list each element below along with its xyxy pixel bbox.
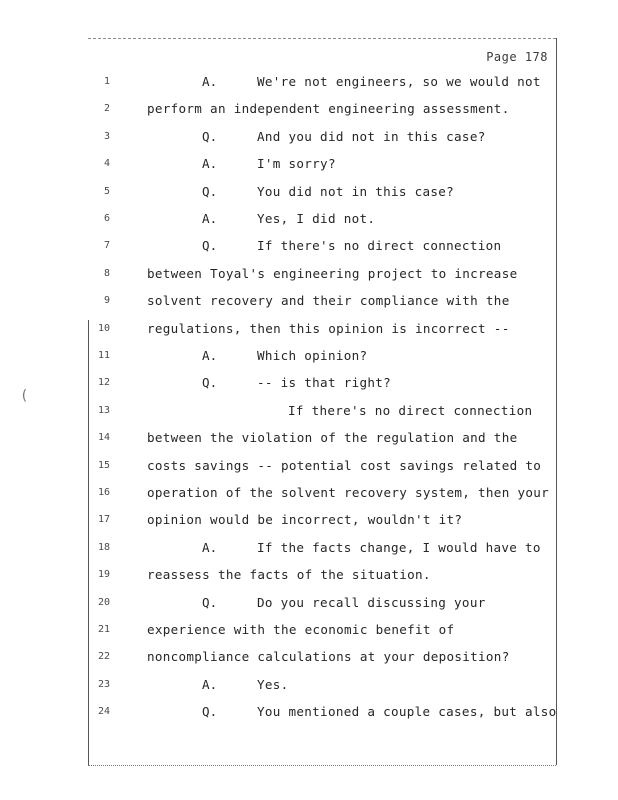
line-text: regulations, then this opinion is incorrect -- <box>147 320 510 336</box>
line-number: 13 <box>97 404 110 416</box>
transcript-line <box>0 401 618 421</box>
line-text: -- is that right? <box>257 375 391 391</box>
transcript-line <box>0 264 618 284</box>
line-number: 5 <box>103 185 110 197</box>
speaker-label: Q. <box>202 128 218 144</box>
line-number: 19 <box>97 569 110 581</box>
transcript-line <box>0 456 618 476</box>
speaker-label: A. <box>202 539 218 555</box>
transcript-line <box>0 99 618 119</box>
line-text: If there's no direct connection <box>288 402 533 418</box>
line-number: 2 <box>103 103 110 115</box>
line-text: reassess the facts of the situation. <box>147 567 431 583</box>
line-number: 23 <box>97 678 110 690</box>
line-number: 18 <box>97 541 110 553</box>
speaker-label: Q. <box>202 594 218 610</box>
line-number: 9 <box>103 295 110 307</box>
line-number: 11 <box>97 350 110 361</box>
line-text: We're not engineers, so we would not <box>257 74 541 89</box>
transcript-line <box>0 291 618 311</box>
transcript-line <box>0 182 618 202</box>
line-number: 20 <box>97 596 110 608</box>
line-number: 8 <box>103 267 110 279</box>
line-number: 15 <box>97 459 110 471</box>
transcript-line <box>0 593 618 613</box>
line-text: You did not in this case? <box>257 183 455 199</box>
speaker-label: Q. <box>202 375 218 391</box>
line-number: 3 <box>103 130 110 142</box>
transcript-line <box>0 346 618 366</box>
line-number: 24 <box>97 706 110 718</box>
transcript-line <box>0 538 618 558</box>
speaker-label: Q. <box>202 704 218 720</box>
line-text: between the violation of the regulation and the <box>147 430 518 446</box>
transcript-line <box>0 373 618 393</box>
line-text: If the facts change, I would have to <box>257 539 541 555</box>
line-text: I'm sorry? <box>257 156 336 172</box>
line-number: 17 <box>97 514 110 526</box>
transcript-line <box>0 209 618 229</box>
speaker-label: A. <box>202 676 218 692</box>
transcript-line <box>0 236 618 256</box>
line-text: You mentioned a couple cases, but also <box>257 704 557 720</box>
speaker-label: A. <box>202 348 218 363</box>
line-text: operation of the solvent recovery system, then your <box>147 485 549 500</box>
speaker-label: Q. <box>202 238 218 254</box>
line-number: 14 <box>97 432 110 444</box>
line-number: 6 <box>103 213 110 224</box>
line-text: Do you recall discussing your <box>257 594 486 610</box>
transcript-line <box>0 483 618 503</box>
line-number: 10 <box>97 322 110 334</box>
transcript-line <box>0 620 618 640</box>
line-text: opinion would be incorrect, wouldn't it? <box>147 512 463 528</box>
line-text: noncompliance calculations at your deposition? <box>147 649 510 665</box>
speaker-label: A. <box>202 156 218 172</box>
line-text: perform an independent engineering assessment. <box>147 101 510 117</box>
transcript-line <box>0 154 618 174</box>
line-text: Which opinion? <box>257 348 368 363</box>
line-text: If there's no direct connection <box>257 238 502 254</box>
transcript-line <box>0 72 618 92</box>
line-text: experience with the economic benefit of <box>147 622 455 637</box>
line-text: Yes, I did not. <box>257 211 376 226</box>
transcript-line <box>0 702 618 722</box>
line-text: solvent recovery and their compliance with the <box>147 293 510 309</box>
transcript-line <box>0 127 618 147</box>
top-rule <box>88 38 556 39</box>
bottom-rule <box>88 765 556 766</box>
speaker-label: A. <box>202 74 218 89</box>
line-number: 12 <box>97 377 110 389</box>
transcript-line <box>0 675 618 695</box>
line-text: costs savings -- potential cost savings related to <box>147 457 542 473</box>
speaker-label: A. <box>202 211 218 226</box>
line-text: between Toyal's engineering project to increase <box>147 265 518 281</box>
speaker-label: Q. <box>202 183 218 199</box>
line-text: And you did not in this case? <box>257 128 486 144</box>
line-number: 22 <box>97 651 110 663</box>
transcript-line <box>0 647 618 667</box>
line-text: Yes. <box>257 676 289 692</box>
page-number: Page 178 <box>486 50 548 64</box>
transcript-line <box>0 319 618 339</box>
transcript-line <box>0 565 618 585</box>
line-number: 21 <box>97 624 110 635</box>
line-number: 1 <box>103 76 110 87</box>
transcript-line <box>0 510 618 530</box>
line-number: 7 <box>103 240 110 252</box>
transcript-line <box>0 428 618 448</box>
line-number: 16 <box>97 487 110 498</box>
line-number: 4 <box>103 158 110 170</box>
margin-bracket-mark: ( <box>20 388 29 404</box>
